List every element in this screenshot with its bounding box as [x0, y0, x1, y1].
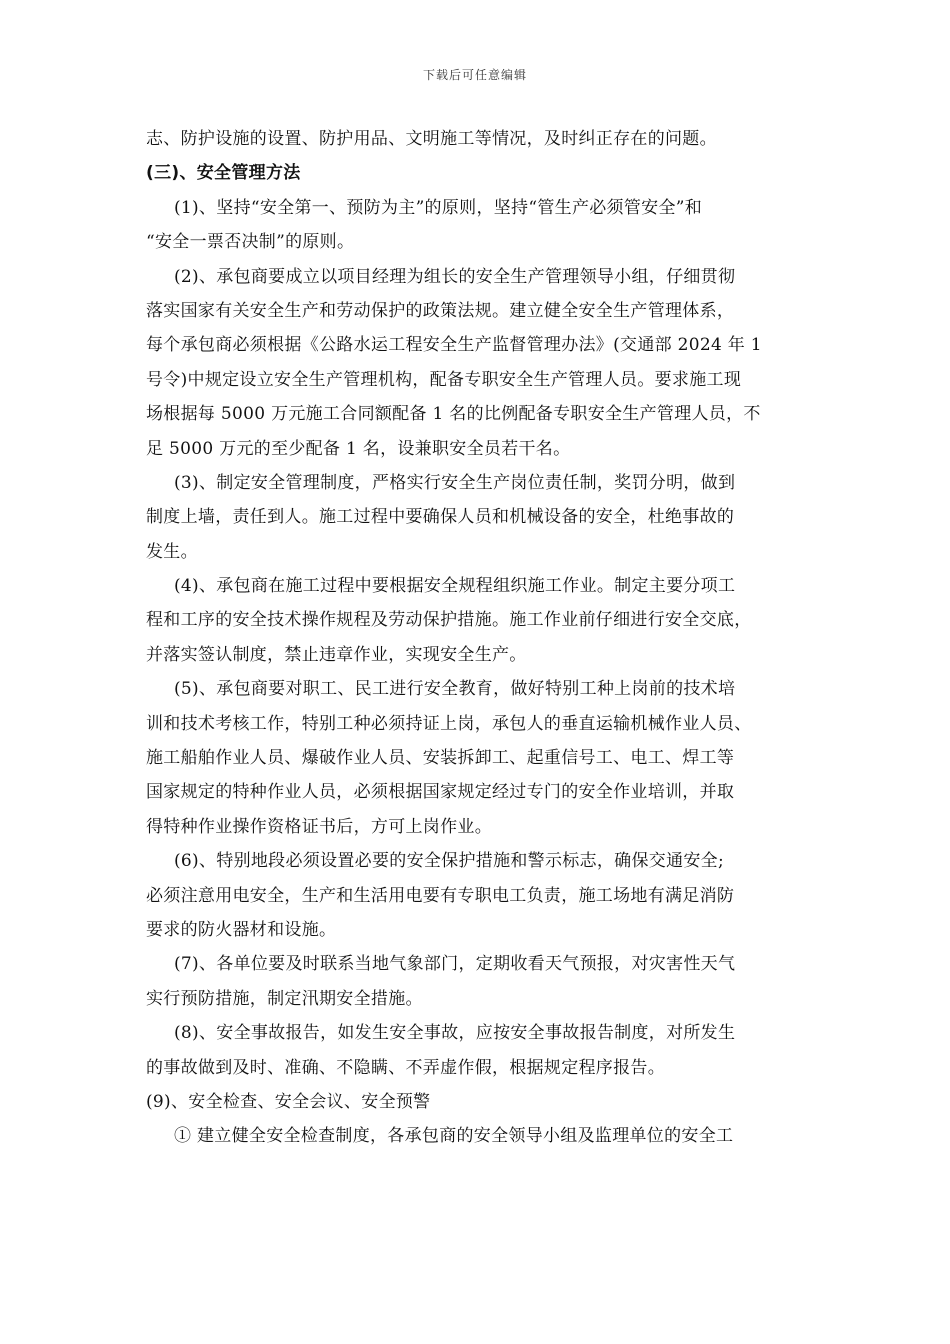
text-line: (5)、承包商要对职工、民工进行安全教育，做好特别工种上岗前的技术培 — [174, 679, 736, 700]
text-line: 训和技术考核工作，特别工种必须持证上岗，承包人的垂直运输机械作业人员、 — [146, 713, 752, 734]
text-line: (1)、坚持“安全第一、预防为主”的原则，坚持“管生产必须管安全”和 — [174, 197, 703, 218]
text-line: 志、防护设施的设置、防护用品、文明施工等情况，及时纠正存在的问题。 — [146, 129, 717, 149]
text-line: (6)、特别地段必须设置必要的安全保护措施和警示标志，确保交通安全; — [174, 851, 725, 872]
text-line: 每个承包商必须根据《公路水运工程安全生产监督管理办法》(交通部 2024 年 1 — [146, 335, 762, 356]
text-line: “安全一票否决制”的原则。 — [146, 232, 355, 253]
page-header-note: 下载后可任意编辑 — [422, 68, 527, 82]
text-line: 足 5000 万元的至少配备 1 名，设兼职安全员若干名。 — [146, 438, 571, 459]
text-line: ① 建立健全安全检查制度，各承包商的安全领导小组及监理单位的安全工 — [174, 1126, 734, 1147]
text-line: 发生。 — [146, 541, 198, 562]
text-line: 要求的防火器材和设施。 — [146, 919, 337, 940]
text-line: (9)、安全检查、安全会议、安全预警 — [146, 1091, 431, 1112]
section-heading: (三)、安全管理方法 — [146, 163, 301, 184]
text-line: 得特种作业操作资格证书后，方可上岗作业。 — [146, 816, 492, 837]
text-line: 实行预防措施，制定汛期安全措施。 — [146, 988, 423, 1009]
text-line: 程和工序的安全技术操作规程及劳动保护措施。施工作业前仔细进行安全交底， — [146, 610, 752, 631]
text-line: 并落实签认制度，禁止违章作业，实现安全生产。 — [146, 644, 527, 665]
text-line: 落实国家有关安全生产和劳动保护的政策法规。建立健全安全生产管理体系， — [146, 300, 735, 321]
text-line: (8)、安全事故报告，如发生安全事故，应按安全事故报告制度，对所发生 — [174, 1023, 736, 1044]
text-line: 制度上墙，责任到人。施工过程中要确保人员和机械设备的安全，杜绝事故的 — [146, 507, 735, 528]
text-line: 的事故做到及时、准确、不隐瞒、不弄虚作假，根据规定程序报告。 — [146, 1057, 665, 1078]
text-line: 必须注意用电安全，生产和生活用电要有专职电工负责，施工场地有满足消防 — [146, 885, 735, 906]
text-line: 施工船舶作业人员、爆破作业人员、安装拆卸工、起重信号工、电工、焊工等 — [146, 748, 735, 769]
text-line: (2)、承包商要成立以项目经理为组长的安全生产管理领导小组，仔细贯彻 — [174, 266, 736, 287]
text-line: (3)、制定安全管理制度，严格实行安全生产岗位责任制，奖罚分明，做到 — [174, 472, 736, 493]
text-line: 场根据每 5000 万元施工合同额配备 1 名的比例配备专职安全生产管理人员，不 — [146, 404, 761, 425]
text-line: 国家规定的特种作业人员，必须根据国家规定经过专门的安全作业培训，并取 — [146, 782, 735, 803]
text-line: (4)、承包商在施工过程中要根据安全规程组织施工作业。制定主要分项工 — [174, 576, 736, 597]
document-body — [146, 122, 811, 1154]
text-line: (7)、各单位要及时联系当地气象部门，定期收看天气预报，对灾害性天气 — [174, 954, 736, 975]
text-line: 号令)中规定设立安全生产管理机构，配备专职安全生产管理人员。要求施工现 — [146, 369, 742, 390]
